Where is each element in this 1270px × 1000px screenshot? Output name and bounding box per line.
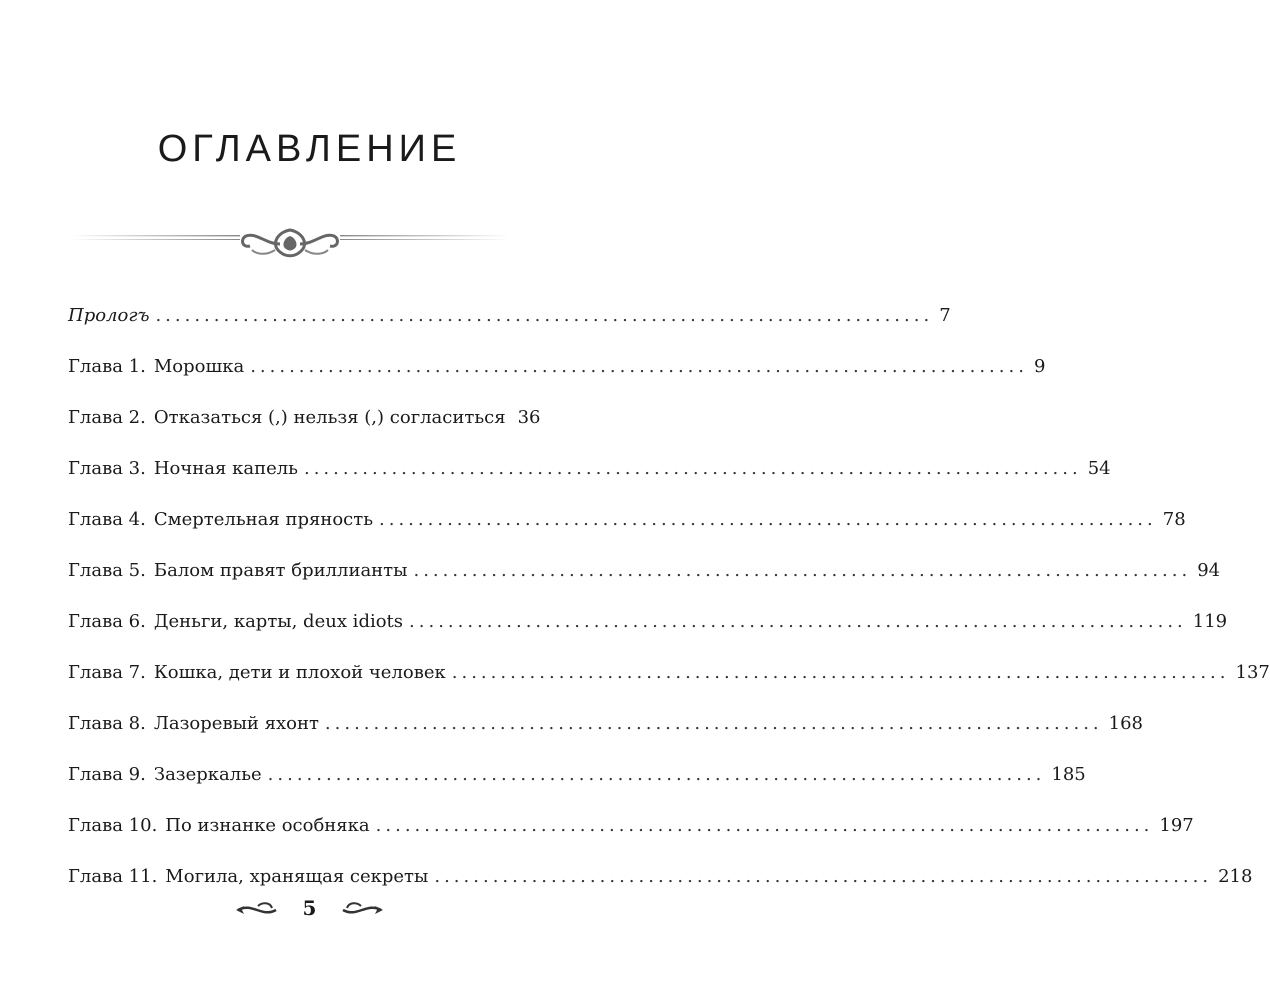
toc-entry-label [68, 305, 149, 326]
page-reference: 36 [517, 407, 541, 428]
toc-entry [68, 596, 1228, 647]
dot-leader: ................................................................................ [155, 304, 934, 326]
toc-entry [68, 545, 1221, 596]
toc-entry-label [68, 815, 370, 836]
page-reference: 137 [1235, 662, 1270, 683]
toc-entry [68, 392, 541, 443]
toc-entry [68, 647, 1270, 698]
toc-entry-label [68, 560, 407, 581]
chapter-number: Глава 3. [68, 458, 146, 479]
chapter-title: Прологъ [68, 305, 150, 326]
toc-entry [68, 341, 1046, 392]
chapter-title: Смертельная пряность [153, 509, 374, 530]
chapter-number: Глава 9. [68, 764, 146, 785]
dot-leader: ................................................................................ [379, 508, 1157, 530]
chapter-title: Отказаться (,) нельзя (,) согласиться [153, 407, 506, 428]
toc-entry [68, 749, 1086, 800]
toc-entry-label [68, 509, 373, 530]
page-reference: 119 [1192, 611, 1228, 632]
chapter-title: По изнанке особняка [165, 815, 370, 836]
toc-entry-label [68, 611, 403, 632]
chapter-number: Глава 2. [68, 407, 146, 428]
flourish-divider-icon [70, 218, 510, 268]
page-number: 5 [302, 896, 317, 920]
page-reference: 7 [939, 305, 951, 326]
page-reference: 94 [1197, 560, 1221, 581]
page-reference: 218 [1218, 866, 1253, 887]
dot-leader: ................................................................................ [303, 457, 1082, 479]
page-reference: 168 [1108, 713, 1144, 734]
page-reference: 185 [1051, 764, 1086, 785]
chapter-title: Ночная капель [153, 458, 298, 479]
dot-leader: ................................................................................ [375, 814, 1154, 836]
page-title: ОГЛАВЛЕНИЕ [157, 128, 462, 170]
toc-entry-label [68, 764, 262, 785]
chapter-number: Глава 7. [68, 662, 146, 683]
chapter-title: Лазоревый яхонт [153, 713, 319, 734]
dot-leader: ................................................................................ [451, 661, 1230, 683]
chapter-number: Глава 1. [68, 356, 146, 377]
chapter-number: Глава 6. [68, 611, 146, 632]
toc-entry [68, 443, 1111, 494]
dot-leader: ................................................................................ [413, 559, 1192, 581]
chapter-number: Глава 8. [68, 713, 146, 734]
page-reference: 197 [1159, 815, 1194, 836]
page-reference: 54 [1087, 458, 1111, 479]
chapter-title: Балом правят бриллианты [153, 560, 408, 581]
chapter-title: Деньги, карты, deux idiots [153, 611, 404, 632]
chapter-number: Глава 10. [68, 815, 158, 836]
toc-entry-label [68, 662, 446, 683]
toc-entry [68, 290, 951, 341]
toc-entry [68, 800, 1194, 851]
chapter-title: Морошка [153, 356, 245, 377]
toc-entry-label [68, 356, 244, 377]
dot-leader: ................................................................................ [250, 355, 1028, 377]
toc-entry [68, 494, 1186, 545]
toc-entry [68, 698, 1144, 749]
dot-leader: ................................................................................ [434, 865, 1213, 887]
page-reference: 78 [1162, 509, 1186, 530]
dot-leader: ................................................................................ [267, 763, 1046, 785]
page-reference: 9 [1033, 356, 1046, 377]
chapter-number: Глава 5. [68, 560, 146, 581]
chapter-title: Могила, хранящая секреты [165, 866, 429, 887]
toc-entry-label [68, 713, 319, 734]
chapter-title: Кошка, дети и плохой человек [153, 662, 446, 683]
chapter-title: Зазеркалье [153, 764, 262, 785]
toc-entry-label [68, 866, 428, 887]
dot-leader: ................................................................................ [324, 712, 1103, 734]
toc-entry-label [68, 407, 506, 428]
chapter-number: Глава 4. [68, 509, 146, 530]
toc-entry-label [68, 458, 298, 479]
chapter-number: Глава 11. [68, 866, 158, 887]
table-of-contents [68, 290, 1270, 902]
dot-leader: ................................................................................ [409, 610, 1187, 632]
